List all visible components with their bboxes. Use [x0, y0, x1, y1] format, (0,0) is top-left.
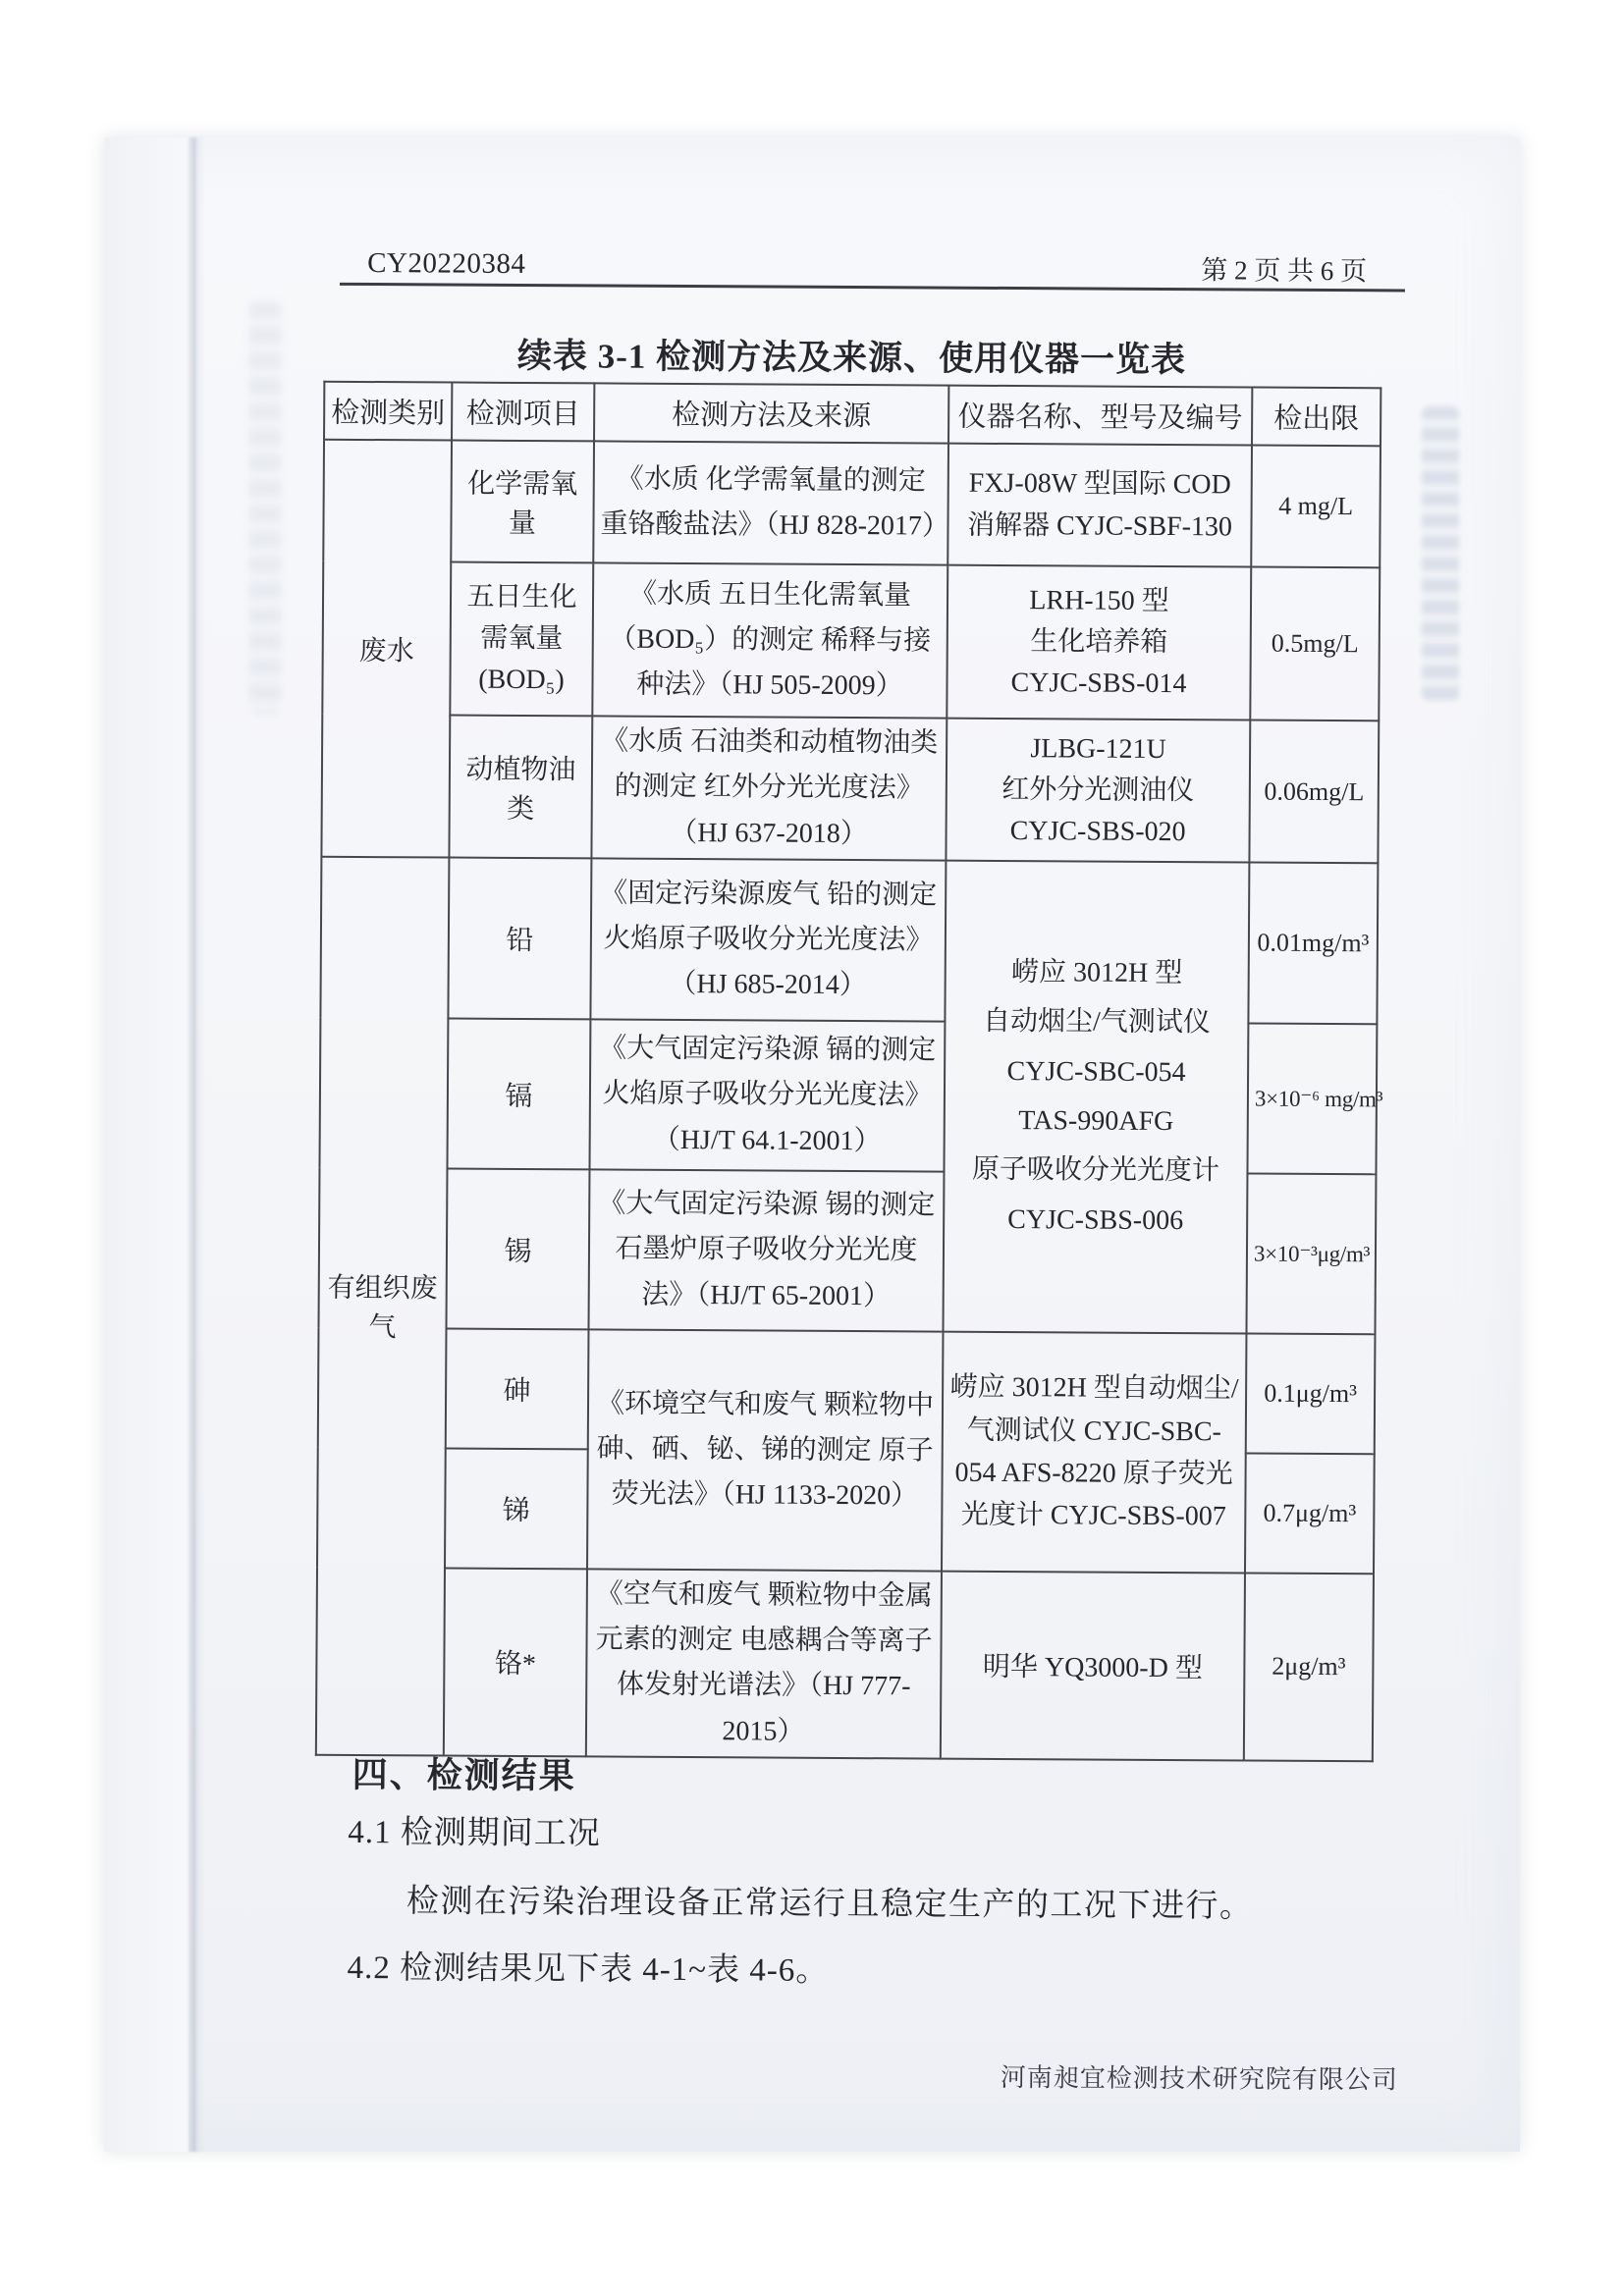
- page-content: [92, 135, 1521, 2159]
- cell-instrument-merged: 崂应 3012H 型 自动烟尘/气测试仪 CYJC-SBC-054 TAS-990AFG 原子吸收分光光度计 CYJC-SBS-006: [943, 861, 1249, 1334]
- cell-limit: 4 mg/L: [1251, 446, 1380, 568]
- table-header-row: [324, 382, 1380, 447]
- cell-limit: 0.1μg/m³: [1246, 1334, 1376, 1455]
- table-title: 续表 3-1 检测方法及来源、使用仪器一览表: [516, 336, 1187, 380]
- cell-category-organized-waste-gas: 有组织废气: [316, 857, 450, 1756]
- cell-limit: 2μg/m³: [1244, 1573, 1374, 1761]
- table-row-bod5: [322, 561, 1380, 721]
- column-header-method: 检测方法及来源: [594, 383, 948, 443]
- cell-method-merged: 《环境空气和废气 颗粒物中砷、硒、铋、锑的测定 原子荧光法》（HJ 1133-2020）: [587, 1329, 943, 1571]
- cell-item: 化学需氧量: [451, 441, 594, 563]
- section-4-2-heading: 4.2 检测结果见下表 4-1~表 4-6。: [347, 1949, 830, 1989]
- cell-item: 砷: [446, 1329, 589, 1450]
- section-4-1-heading: 4.1 检测期间工况: [348, 1814, 601, 1852]
- cell-item: 五日生化需氧量 (BOD₅): [450, 562, 593, 717]
- cell-instrument: JLBG-121U 红外分光测油仪 CYJC-SBS-020: [946, 719, 1250, 863]
- paragraph-working-conditions: 检测在污染治理设备正常运行且稳定生产的工况下进行。: [406, 1884, 1254, 1925]
- column-header-item: 检测项目: [452, 383, 594, 442]
- cell-limit: 0.7μg/m³: [1245, 1454, 1375, 1575]
- cell-method: 《空气和废气 颗粒物中金属元素的测定 电感耦合等离子体发射光谱法》（HJ 777-2015）: [586, 1569, 942, 1758]
- cell-method: 《水质 化学需氧量的测定 重铬酸盐法》（HJ 828-2017）: [593, 441, 948, 564]
- cell-category-wastewater: 废水: [321, 440, 452, 858]
- cell-limit: 3×10⁻⁶ mg/m³: [1247, 1024, 1377, 1175]
- scanned-page: [104, 137, 1520, 2152]
- cell-limit: 3×10⁻³μg/m³: [1246, 1174, 1376, 1335]
- cell-item: 锡: [446, 1169, 589, 1330]
- cell-method: 《水质 五日生化需氧量（BOD₅）的测定 稀释与接种法》（HJ 505-2009）: [592, 562, 947, 718]
- section-heading-results: 四、检测结果: [352, 1754, 576, 1796]
- document-number: CY20220384: [367, 247, 526, 280]
- cell-instrument: LRH-150 型 生化培养箱 CYJC-SBS-014: [947, 565, 1251, 721]
- column-header-limit: 检出限: [1252, 388, 1380, 447]
- column-header-instrument: 仪器名称、型号及编号: [948, 386, 1252, 446]
- cell-method: 《大气固定污染源 锡的测定 石墨炉原子吸收分光光度法》（HJ/T 65-2001）: [588, 1169, 944, 1331]
- cell-method: 《水质 石油类和动植物油类的测定 红外分光光度法》（HJ 637-2018）: [591, 716, 947, 860]
- cell-item: 锑: [445, 1449, 588, 1570]
- table-row-cod: [323, 440, 1380, 568]
- cell-item: 铅: [448, 858, 591, 1020]
- table-row-arsenic: [318, 1328, 1376, 1455]
- cell-limit: 0.5mg/L: [1250, 567, 1380, 721]
- table-row-animal-vegetable-oil: [321, 715, 1379, 864]
- footer-company: 河南昶宜检测技术研究院有限公司: [1000, 2062, 1398, 2095]
- table-row-lead: [320, 857, 1378, 1025]
- methods-table: [315, 381, 1382, 1762]
- cell-instrument-merged: 崂应 3012H 型自动烟尘/气测试仪 CYJC-SBC-054 AFS-8220 原子荧光光度计 CYJC-SBS-007: [942, 1332, 1246, 1574]
- cell-limit: 0.06mg/L: [1249, 721, 1379, 864]
- cell-limit: 0.01mg/m³: [1248, 863, 1378, 1025]
- cell-item: 动植物油类: [449, 716, 592, 859]
- column-header-category: 检测类别: [324, 382, 452, 441]
- page-indicator: 第 2 页 共 6 页: [1201, 255, 1368, 287]
- cell-item: 镉: [447, 1019, 590, 1170]
- cell-instrument: FXJ-08W 型国际 COD 消解器 CYJC-SBF-130: [947, 444, 1252, 567]
- cell-method: 《大气固定污染源 镉的测定 火焰原子吸收分光光度法》（HJ/T 64.1-2001）: [589, 1019, 945, 1171]
- cell-method: 《固定污染源废气 铅的测定 火焰原子吸收分光光度法》（HJ 685-2014）: [590, 858, 946, 1021]
- table-row-chromium: [316, 1568, 1374, 1761]
- cell-instrument: 明华 YQ3000-D 型: [941, 1572, 1245, 1761]
- cell-item: 铬*: [444, 1569, 587, 1757]
